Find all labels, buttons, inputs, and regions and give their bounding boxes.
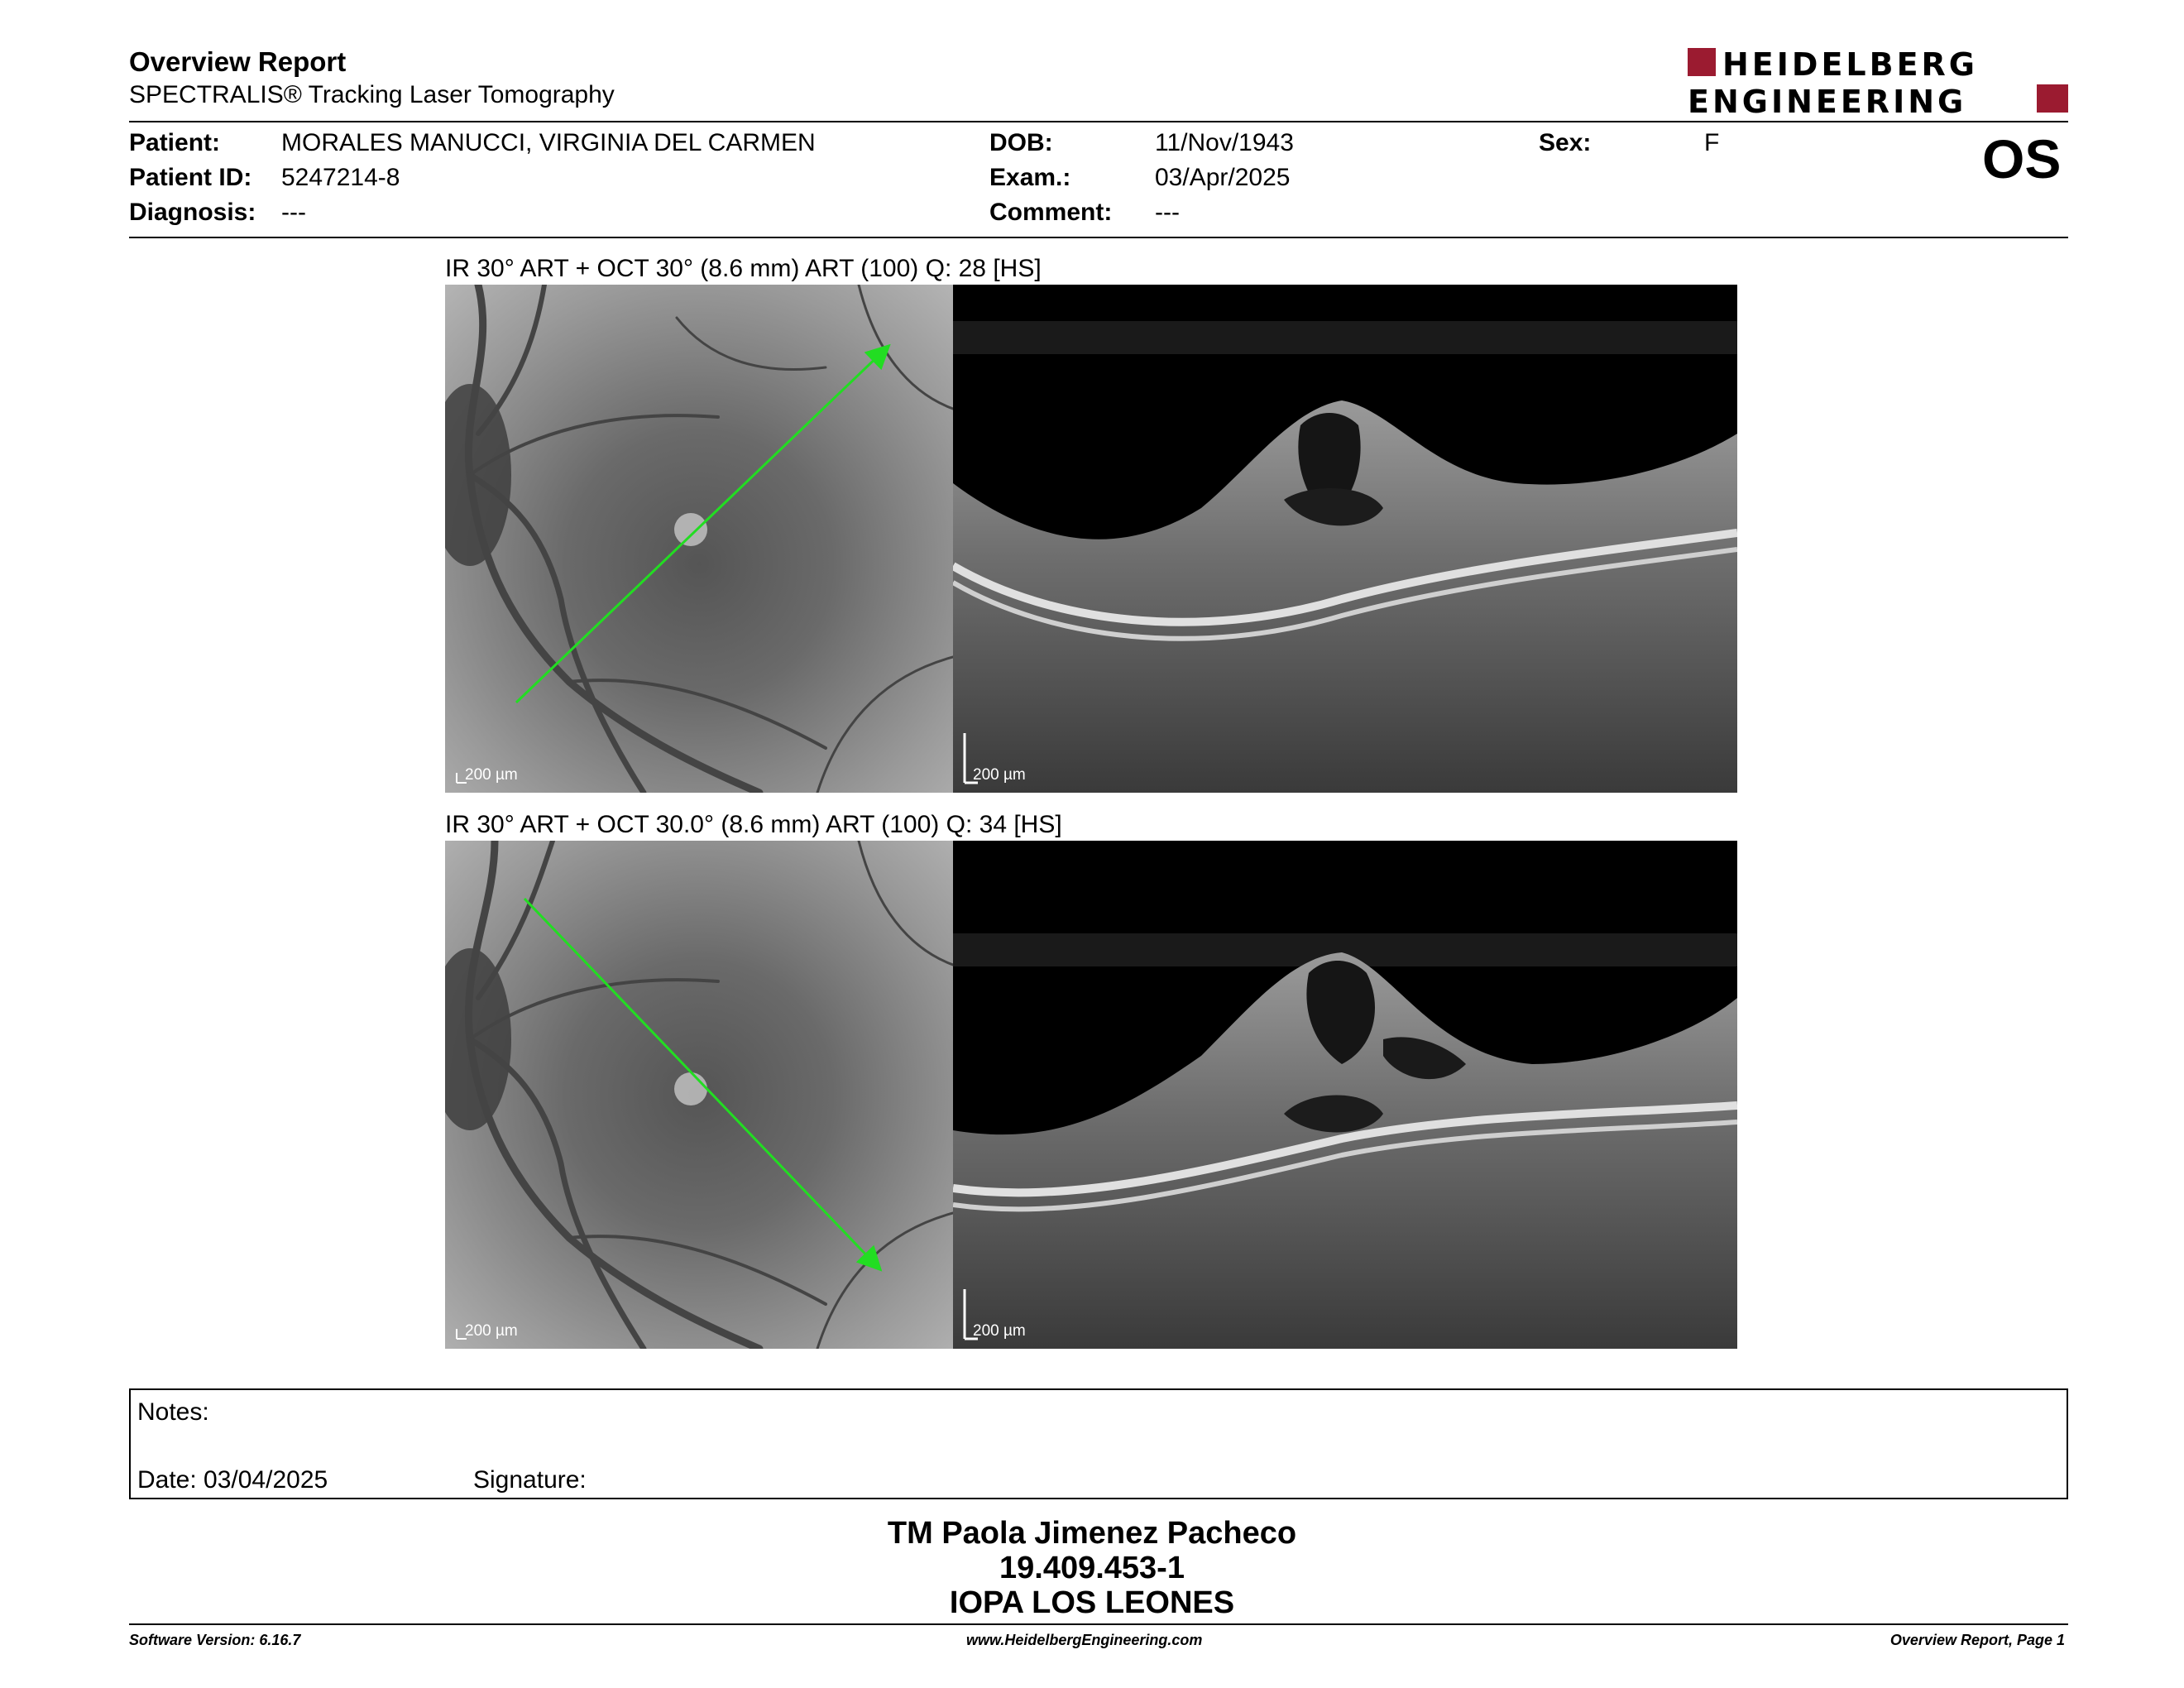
eye-laterality: OS bbox=[1982, 128, 2062, 189]
comment-label: Comment: bbox=[989, 199, 1113, 226]
scan-2-bscan-scale: 200 µm bbox=[973, 1322, 1026, 1340]
sex-label: Sex: bbox=[1539, 129, 1592, 156]
signature-label: Signature: bbox=[473, 1466, 587, 1494]
exam-label: Exam.: bbox=[989, 164, 1071, 191]
patient-id: 5247214-8 bbox=[281, 164, 400, 191]
header-rule bbox=[129, 121, 2068, 122]
diagnosis-label: Diagnosis: bbox=[129, 199, 256, 226]
diagnosis-value: --- bbox=[281, 199, 306, 226]
scan-1-title: IR 30° ART + OCT 30° (8.6 mm) ART (100) Q: 28 [HS] bbox=[445, 255, 1042, 282]
scan-2-title: IR 30° ART + OCT 30.0° (8.6 mm) ART (100) Q: 34 [HS] bbox=[445, 811, 1062, 838]
scan-1-bscan-scale: 200 µm bbox=[973, 766, 1026, 784]
svg-text:HEIDELBERG: HEIDELBERG bbox=[1722, 46, 1978, 83]
software-version: Software Version: 6.16.7 bbox=[129, 1632, 301, 1648]
scan-2-fundus-scale: 200 µm bbox=[465, 1322, 518, 1340]
patient-id-label: Patient ID: bbox=[129, 164, 252, 191]
scan-1-fundus-image[interactable] bbox=[445, 285, 953, 793]
comment-value: --- bbox=[1155, 199, 1180, 226]
report-subtitle: SPECTRALIS® Tracking Laser Tomography bbox=[129, 81, 615, 108]
institution-name: IOPA LOS LEONES bbox=[949, 1585, 1235, 1620]
notes-box[interactable] bbox=[129, 1388, 2068, 1499]
technician-id: 19.409.453-1 bbox=[999, 1551, 1185, 1585]
patient-info-rule bbox=[129, 237, 2068, 238]
scan-2-fundus-image[interactable] bbox=[445, 841, 953, 1349]
sex-value: F bbox=[1704, 129, 1720, 156]
dob-label: DOB: bbox=[989, 129, 1053, 156]
page-indicator: Overview Report, Page 1 bbox=[1889, 1632, 2065, 1648]
footer-rule bbox=[129, 1623, 2068, 1625]
technician-name: TM Paola Jimenez Pacheco bbox=[887, 1516, 1297, 1551]
heidelberg-logo bbox=[1688, 45, 2068, 117]
svg-text:ENGINEERING: ENGINEERING bbox=[1688, 84, 1967, 117]
patient-name: MORALES MANUCCI, VIRGINIA DEL CARMEN bbox=[281, 129, 816, 156]
scan-2 bbox=[445, 841, 1737, 1349]
notes-label: Notes: bbox=[137, 1398, 209, 1426]
website-link[interactable]: www.HeidelbergEngineering.com bbox=[966, 1632, 1203, 1648]
patient-label: Patient: bbox=[129, 129, 221, 156]
scan-1-fundus-scale: 200 µm bbox=[465, 766, 518, 784]
scan-2-oct-bscan[interactable] bbox=[953, 841, 1737, 1349]
report-title: Overview Report bbox=[129, 46, 347, 77]
date-field: Date: 03/04/2025 bbox=[137, 1466, 328, 1494]
scan-1-oct-bscan[interactable] bbox=[953, 285, 1737, 793]
exam-date: 03/Apr/2025 bbox=[1155, 164, 1291, 191]
scan-1 bbox=[445, 285, 1737, 793]
dob-value: 11/Nov/1943 bbox=[1155, 129, 1294, 156]
